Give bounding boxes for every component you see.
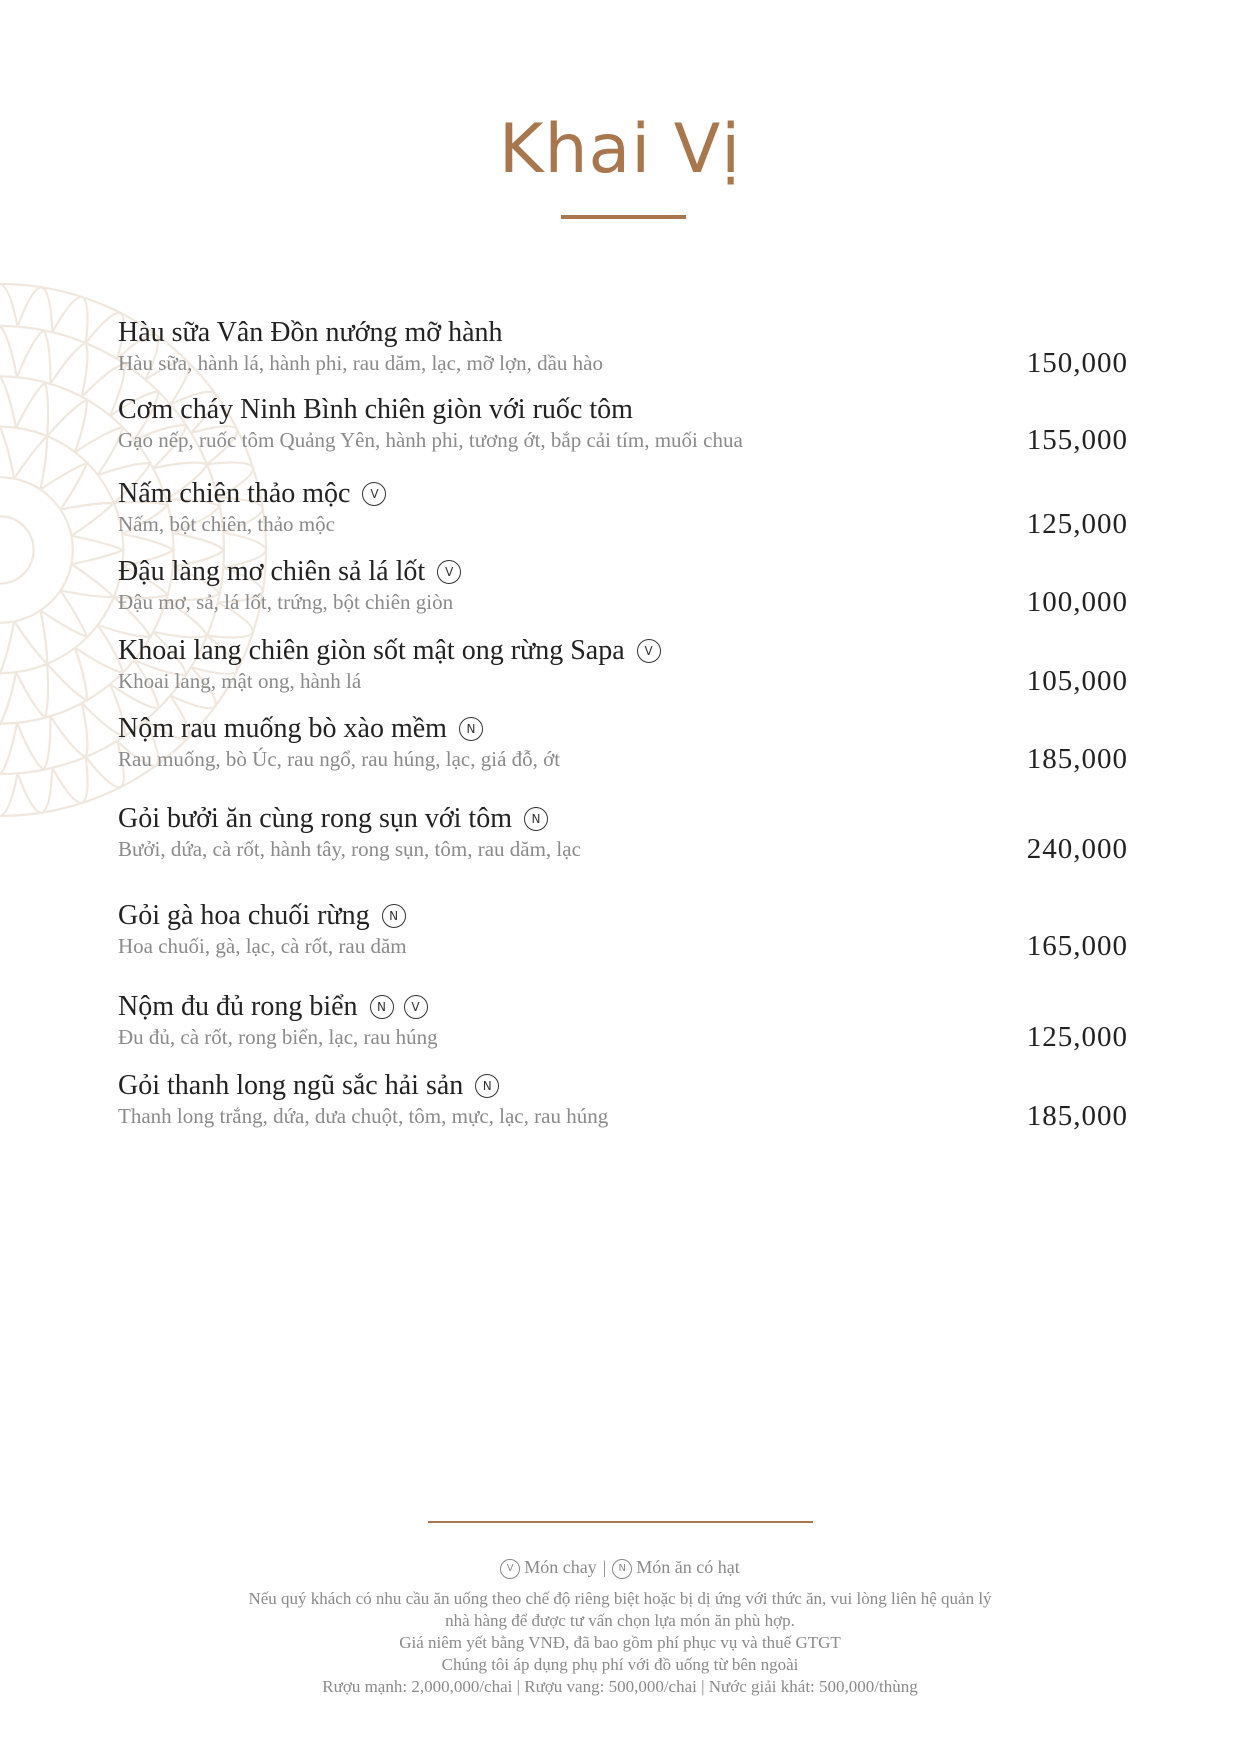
menu-item xyxy=(118,802,1128,882)
item-description: Rau muống, bò Úc, rau ngổ, rau húng, lạc, giá đỗ, ớt xyxy=(118,747,561,771)
menu-item xyxy=(118,899,1128,979)
item-name: Nộm đu đủ rong biển N V xyxy=(118,990,428,1024)
item-price: 240,000 xyxy=(1026,833,1128,865)
nut-badge-icon: N xyxy=(370,995,394,1019)
item-name: Hàu sữa Vân Đồn nướng mỡ hành xyxy=(118,317,503,348)
item-name: Khoai lang chiên giòn sốt mật ong rừng Sapa V xyxy=(118,634,661,668)
item-description: Gạo nếp, ruốc tôm Quảng Yên, hành phi, tương ớt, bắp cải tím, muối chua xyxy=(118,428,743,452)
menu-item xyxy=(118,316,1128,396)
item-name: Gỏi gà hoa chuối rừng N xyxy=(118,899,406,933)
menu-item xyxy=(118,712,1128,792)
item-description: Bưởi, dứa, cà rốt, hành tây, rong sụn, tôm, rau dăm, lạc xyxy=(118,837,581,861)
item-name: Gỏi thanh long ngũ sắc hải sản N xyxy=(118,1069,499,1103)
item-name: Đậu làng mơ chiên sả lá lốt V xyxy=(118,555,461,589)
vegetarian-badge-icon: V xyxy=(404,995,428,1019)
item-price: 125,000 xyxy=(1026,508,1128,540)
item-description: Đu đủ, cà rốt, rong biển, lạc, rau húng xyxy=(118,1025,438,1049)
nut-badge-icon: N xyxy=(475,1074,499,1098)
item-name: Cơm cháy Ninh Bình chiên giòn với ruốc tôm xyxy=(118,394,633,425)
item-description: Đậu mơ, sả, lá lốt, trứng, bột chiên giòn xyxy=(118,590,454,614)
legend xyxy=(0,1557,1240,1579)
allergy-note-line-1: Nếu quý khách có nhu cầu ăn uống theo chế độ riêng biệt hoặc bị dị ứng với thức ăn, vui lòng liên hệ quản lý xyxy=(248,1589,992,1608)
vegetarian-legend-label: Món chay xyxy=(524,1557,597,1577)
menu-item xyxy=(118,393,1128,473)
item-name: Nộm rau muống bò xào mềm N xyxy=(118,712,483,746)
page-title: Khai Vị xyxy=(498,110,742,189)
nut-badge-icon: N xyxy=(524,807,548,831)
nut-legend-label: Món ăn có hạt xyxy=(636,1557,740,1577)
nut-legend-icon: N xyxy=(612,1559,632,1579)
surcharge-rates: Rượu mạnh: 2,000,000/chai | Rượu vang: 500,000/chai | Nước giải khát: 500,000/thùng xyxy=(322,1677,918,1696)
item-price: 150,000 xyxy=(1026,347,1128,379)
vegetarian-legend-icon: V xyxy=(500,1559,520,1579)
surcharge-note: Chúng tôi áp dụng phụ phí với đồ uống từ bên ngoài xyxy=(441,1655,799,1674)
nut-badge-icon: N xyxy=(459,717,483,741)
menu-item xyxy=(118,477,1128,557)
menu-item xyxy=(118,990,1128,1070)
item-price: 125,000 xyxy=(1026,1021,1128,1053)
title-divider xyxy=(561,215,686,219)
menu-item xyxy=(118,1069,1128,1149)
item-price: 185,000 xyxy=(1026,743,1128,775)
item-description: Nấm, bột chiên, thảo mộc xyxy=(118,512,335,536)
item-description: Hàu sữa, hành lá, hành phi, rau dăm, lạc, mỡ lợn, dầu hào xyxy=(118,351,603,375)
menu-item xyxy=(118,634,1128,714)
item-name: Gỏi bưởi ăn cùng rong sụn với tôm N xyxy=(118,802,548,836)
vegetarian-badge-icon: V xyxy=(437,560,461,584)
item-price: 100,000 xyxy=(1026,586,1128,618)
item-description: Hoa chuối, gà, lạc, cà rốt, rau dăm xyxy=(118,934,407,958)
vegetarian-badge-icon: V xyxy=(362,482,386,506)
footer-divider xyxy=(428,1521,813,1523)
legend-separator: | xyxy=(602,1557,607,1577)
item-name: Nấm chiên thảo mộc V xyxy=(118,477,386,511)
item-price: 105,000 xyxy=(1026,665,1128,697)
item-price: 155,000 xyxy=(1026,424,1128,456)
item-price: 185,000 xyxy=(1026,1100,1128,1132)
footer-notes xyxy=(190,1588,1050,1698)
menu-item xyxy=(118,555,1128,635)
vegetarian-badge-icon: V xyxy=(637,639,661,663)
nut-badge-icon: N xyxy=(382,904,406,928)
item-description: Thanh long trắng, dứa, dưa chuột, tôm, mực, lạc, rau húng xyxy=(118,1104,609,1128)
item-description: Khoai lang, mật ong, hành lá xyxy=(118,669,362,693)
allergy-note-line-2: nhà hàng để được tư vấn chọn lựa món ăn phù hợp. xyxy=(445,1611,795,1630)
item-price: 165,000 xyxy=(1026,930,1128,962)
price-note: Giá niêm yết bằng VNĐ, đã bao gồm phí phục vụ và thuế GTGT xyxy=(399,1633,841,1652)
